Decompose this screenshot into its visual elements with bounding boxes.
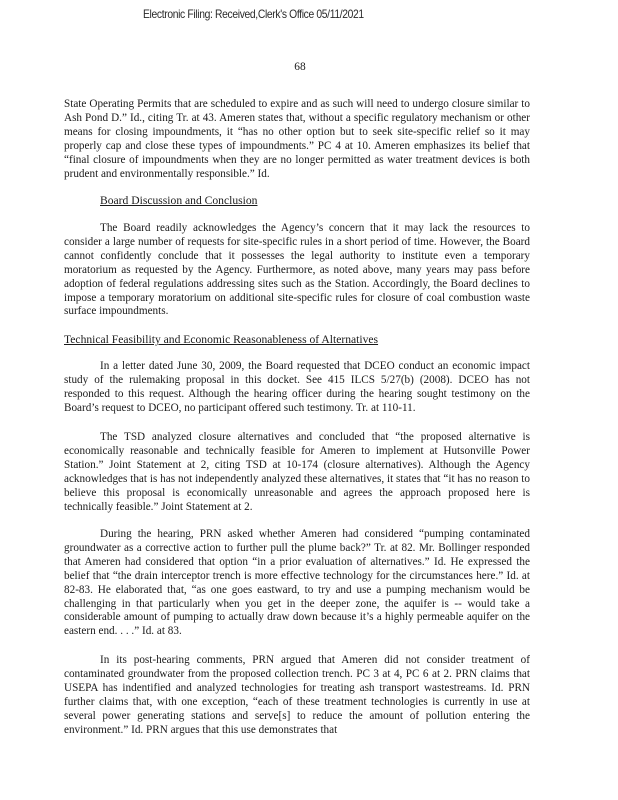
- filing-stamp: Electronic Filing: Received,Clerk's Office 05/11/2021: [143, 7, 364, 21]
- paragraph-text: During the hearing, PRN asked whether Ameren had considered “pumping contaminated groundwater as a corrective action to further pull the plume back?” Tr. at 82. Mr. Bollinger responded that Ameren had considered that option “in a prior evaluation of alternatives.” Id. He expressed the belief that “the drain interceptor trench is more effective technology for the circumstances here.” Id. at 82-83. He elaborated that, “as one goes eastward, to try and use a pumping mechanism would be challenging in that particularly when you get in the deeper zone, the aquifer is -- would take a considerable amount of pumping to actually draw down because it’s a highly permeable aquifer on the eastern end. . . .” Id. at 83.: [64, 528, 530, 638]
- paragraph-text: The TSD analyzed closure alternatives and concluded that “the proposed alternative is economically reasonable and technically feasible for Ameren to implement at Hutsonville Power Station.” Joint Statement at 2, citing TSD at 10-174 (closure alternatives). Although the Agency acknowledges that is has not independently analyzed these alternatives, it states that “it has no reason to believe this proposal is economically unreasonable and agrees the approach proposed here is technically feasible.” Joint Statement at 2.: [64, 431, 530, 513]
- paragraph-ameren-closure: [64, 98, 530, 181]
- heading-board-discussion: Board Discussion and Conclusion: [100, 194, 258, 207]
- paragraph-board-moratorium: [64, 222, 530, 319]
- paragraph-text: The Board readily acknowledges the Agency’s concern that it may lack the resources to consider a large number of requests for site-specific rules in a short period of time. However, the Board cannot confidently conclude that it possesses the legal authority to institute even a temporary moratorium as requested by the Agency. Furthermore, as noted above, many years may pass before adoption of federal regulations addressing sites such as the Station. Accordingly, the Board declines to impose a temporary moratorium on additional site-specific rules for closure of coal combustion waste surface impoundments.: [64, 222, 530, 318]
- paragraph-text: In a letter dated June 30, 2009, the Board requested that DCEO conduct an economic impact study of the rulemaking proposal in this docket. See 415 ILCS 5/27(b) (2008). DCEO has not responded to this request. Although the hearing officer during the hearing sought testimony on the Board’s request to DCEO, no participant offered such testimony. Tr. at 110-11.: [64, 360, 530, 414]
- paragraph-tsd-alternatives: [64, 431, 530, 514]
- page-number: 68: [294, 61, 306, 73]
- paragraph-prn-comments: [64, 654, 530, 737]
- heading-technical-feasibility: Technical Feasibility and Economic Reasonableness of Alternatives: [64, 333, 379, 346]
- paragraph-text: State Operating Permits that are scheduled to expire and as such will need to undergo closure similar to Ash Pond D.” Id., citing Tr. at 43. Ameren states that, without a specific regulatory mechanism or other means for closing impoundments, it “has no other option but to seek site-specific relief so it may properly cap and close these types of impoundments.” PC 4 at 10. Ameren emphasizes its belief that “final closure of impoundments when they are no longer permitted as water treatment devices is both prudent and environmentally responsible.” Id.: [64, 98, 530, 180]
- paragraph-dceo-letter: [64, 360, 530, 416]
- paragraph-text: In its post-hearing comments, PRN argued that Ameren did not consider treatment of contaminated groundwater from the proposed collection trench. PC 3 at 4, PC 6 at 2. PRN claims that USEPA has indentified and analyzed technologies for treating ash transport wastestreams. Id. PRN further claims that, with one exception, “each of these treatment technologies is currently in use at several power generating stations and serve[s] to reduce the amount of pollution entering the environment.” Id. PRN argues that this use demonstrates that: [64, 654, 530, 736]
- paragraph-prn-hearing: [64, 528, 530, 639]
